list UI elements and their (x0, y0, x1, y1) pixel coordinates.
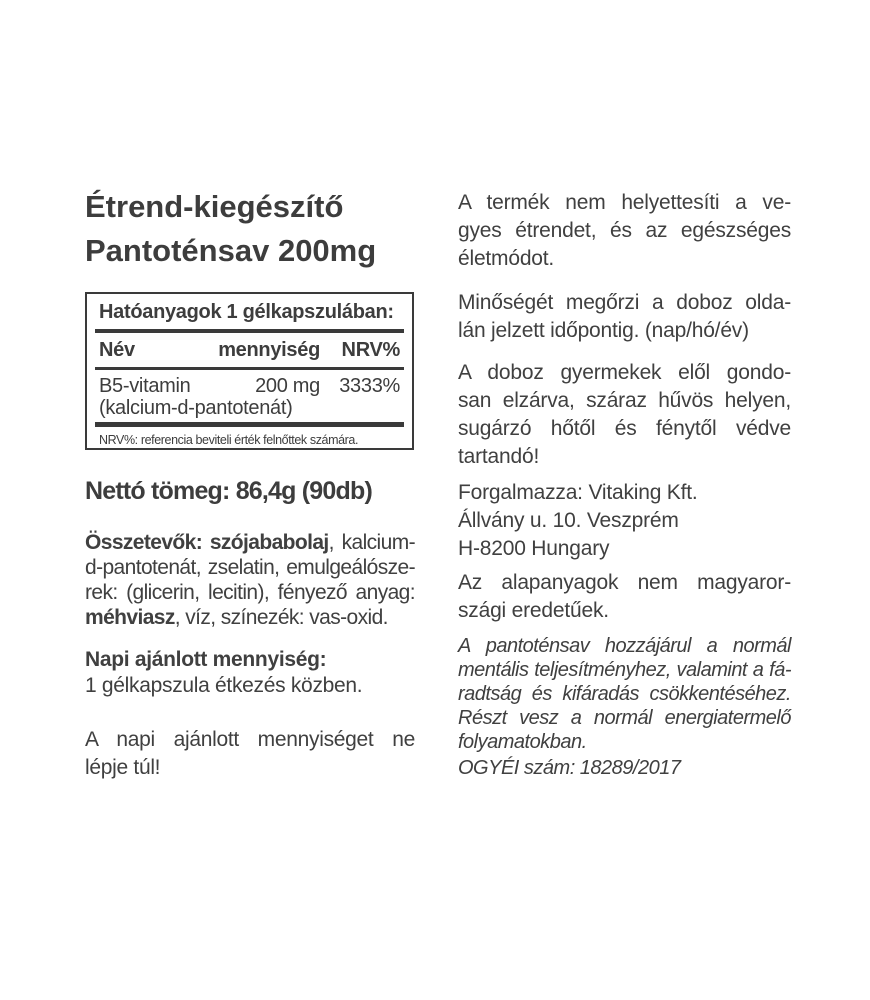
overdose-warning: A napi ajánlott mennyiséget ne lépje túl! (85, 728, 415, 779)
ingredient-nrv-value: 3333% (339, 375, 400, 397)
ingredients-heading: Összetevők: szójababolaj (85, 531, 329, 554)
ogyei-number: OGYÉI szám: 18289/2017 (458, 757, 681, 779)
facts-table-header: Hatóanyagok 1 gélkapszulában: (99, 301, 394, 323)
left-column (85, 0, 415, 1000)
health-claim: A pantoténsav hozzájárul a normál mentális teljesítményhez, valamint a fá- radtság és kifáradás csökkentéséhez. Részt vesz a normál energiatermelő folyamatokban. (458, 635, 791, 753)
ingredients-text: , kalcium- (328, 531, 415, 554)
column-header-nrv: NRV% (341, 339, 400, 361)
ingredients-text-end: , víz, színezék: vas-oxid. (174, 606, 388, 629)
storage-warning: A doboz gyermekek elől gondo- san elzárva, száraz hűvös helyen, sugárzó hőtől és fénytől védve tartandó! (458, 361, 791, 468)
origin-note: Az alapanyagok nem magyaror- szági eredetűek. (458, 571, 791, 622)
ingredient-beeswax: méhviasz (85, 606, 175, 629)
ingredients-line (85, 605, 415, 630)
daily-dose (85, 647, 415, 699)
column-header-name: Név (99, 339, 135, 361)
ingredient-name-detail: (kalcium-d-pantotenát) (99, 397, 293, 419)
ingredient-amount: 200 mg (255, 375, 320, 397)
shelf-life-note: Minőségét megőrzi a doboz olda- lán jelzett időpontig. (nap/hó/év) (458, 291, 791, 342)
daily-dose-heading: Napi ajánlott mennyiség: (85, 648, 327, 671)
diet-disclaimer: A termék nem helyettesíti a ve- gyes étrendet, és az egészséges életmódot. (458, 191, 791, 270)
ingredients-line: rek: (glicerin, lecitin), fényező anyag: (85, 581, 415, 604)
nrv-footnote: NRV%: referencia beviteli érték felnőttek számára. (99, 433, 359, 447)
distributor-address: Forgalmazza: Vitaking Kft. Állvány u. 10. Veszprém H-8200 Hungary (458, 481, 698, 560)
table-row (87, 375, 412, 419)
facts-divider-thin (95, 367, 404, 370)
facts-divider-thick (95, 329, 404, 333)
facts-column-headers (87, 339, 412, 361)
supplement-facts-table (85, 292, 414, 450)
facts-divider-bottom (95, 422, 404, 427)
product-title: Étrend-kiegészítő Pantoténsav 200mg (85, 189, 377, 268)
daily-dose-text: 1 gélkapszula étkezés közben. (85, 674, 363, 697)
ingredient-name: B5-vitamin (99, 375, 191, 397)
ingredients-paragraph (85, 530, 415, 630)
right-column (458, 0, 791, 1000)
ingredients-line (85, 530, 415, 555)
column-header-quantity: mennyiség (218, 339, 320, 361)
ingredients-line: d-pantotenát, zselatin, emulgeálósze- (85, 556, 415, 579)
net-weight: Nettó tömeg: 86,4g (90db) (85, 477, 372, 505)
